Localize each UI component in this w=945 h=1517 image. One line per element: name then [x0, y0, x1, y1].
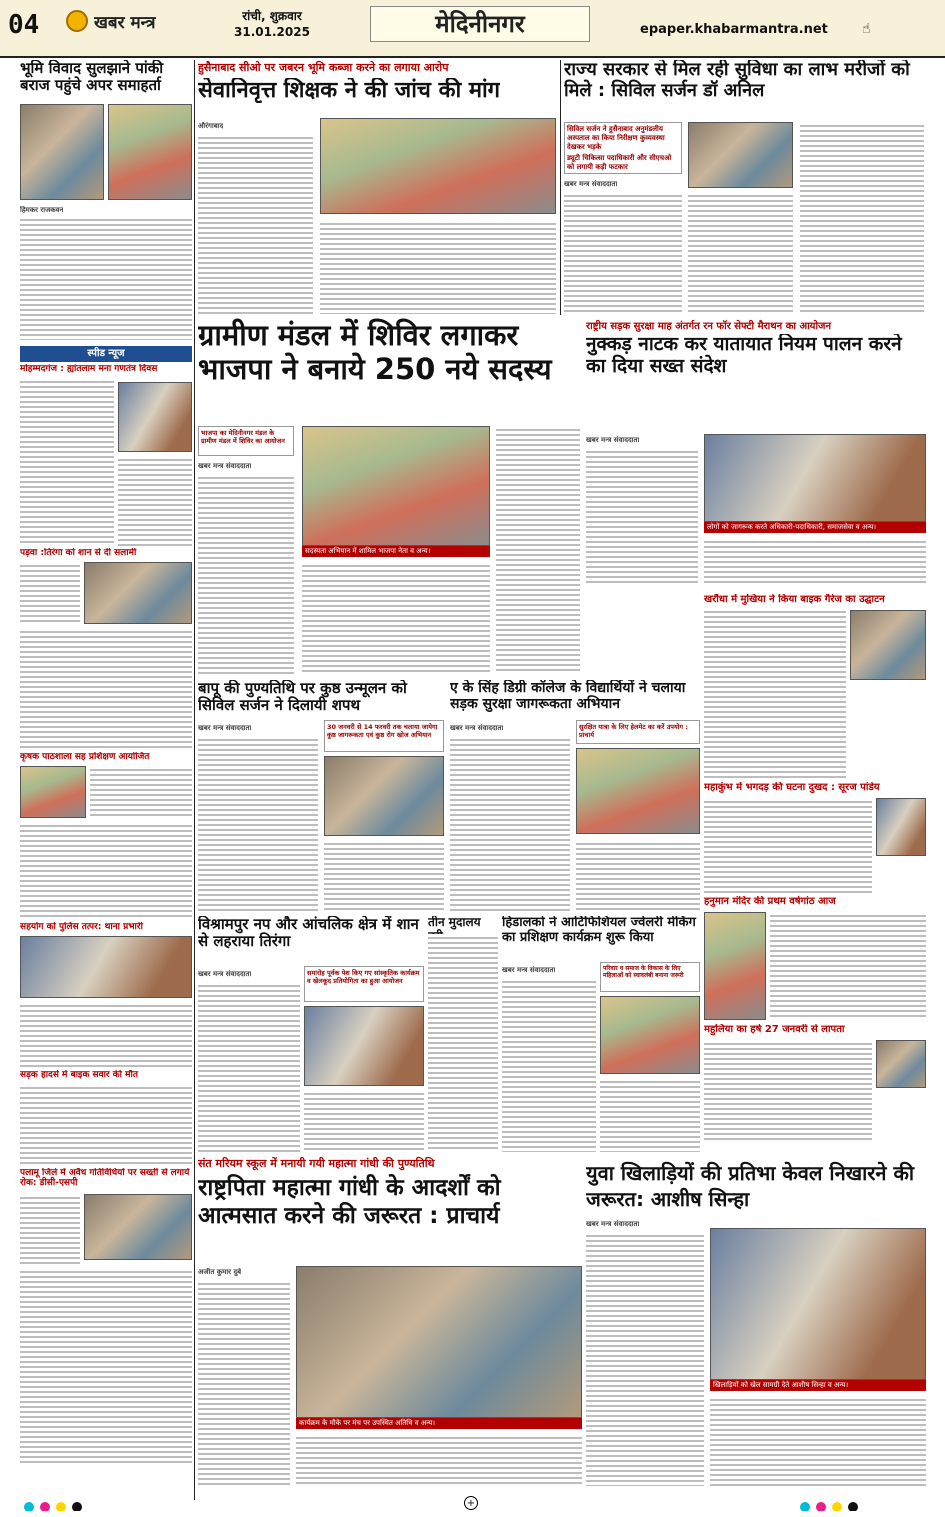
article-photo	[704, 434, 926, 522]
city-day: रांची, शुक्रवार	[242, 9, 302, 23]
article-leprosy	[198, 680, 444, 912]
section-title: मेदिनीनगर	[370, 6, 590, 42]
article-photo	[576, 748, 700, 834]
article-teacher	[198, 60, 558, 315]
byline: हिमकर राजकवन	[20, 206, 64, 214]
highlight-box	[564, 122, 682, 174]
brief-missing	[704, 1024, 926, 1142]
article-body	[20, 628, 192, 748]
article-body	[770, 912, 926, 1020]
article-photo	[302, 426, 490, 546]
headline: हनुमान मंदिर की प्रथम वर्षगांठ आज	[704, 896, 836, 907]
article-body	[198, 736, 318, 912]
article-body	[576, 840, 700, 912]
highlight-quote: सिविल सर्जन ने हुसैनाबाद अनुमंडलीय अस्पताल का किया निरीक्षण कुव्यवस्था देखकर भड़के	[567, 125, 665, 151]
article-body	[564, 192, 682, 314]
photo-caption: खिलाड़ियों को खेल सामग्री देते आशीष सिन्हा व अन्य।	[710, 1380, 926, 1391]
brand-logo-icon	[66, 10, 88, 32]
article-photo	[20, 104, 104, 200]
registration-mark-icon: +	[464, 1496, 478, 1510]
article-body	[704, 538, 926, 586]
headline: युवा खिलाड़ियों की प्रतिभा केवल निखारने की जरूरत: आशीष सिन्हा	[586, 1161, 915, 1211]
dateline	[232, 8, 312, 40]
article-photo	[84, 562, 192, 624]
byline: औरंगाबाद	[198, 122, 224, 130]
column-divider	[560, 60, 561, 315]
highlight-quote: सुरक्षित यात्रा के लिए हेलमेट का करें उपयोग : प्राचार्य	[579, 723, 688, 739]
photo-caption: लोगों को जागरूक करते अधिकारी-पदाधिकारी, समाजसेवा व अन्य।	[704, 522, 926, 533]
cyan-dot-icon	[800, 1502, 810, 1511]
magenta-dot-icon	[40, 1502, 50, 1511]
highlight-box	[304, 966, 424, 1002]
article-body	[20, 1002, 192, 1068]
brief-temple	[704, 896, 926, 1022]
article-vishrampur	[198, 916, 424, 1152]
headline: कृषक पाठशाला सह प्रशिक्षण आयोजित	[20, 752, 150, 762]
article-body	[198, 134, 313, 314]
byline: खबर मन्त्र संवाददाता	[564, 180, 618, 188]
article-photo	[688, 122, 793, 188]
headline: विश्रामपुर नप और आंचलिक क्षेत्र में शान से लहराया तिरंगा	[198, 916, 419, 951]
headline: भूमि विवाद सुलझाने पांकी बराज पहुंचे अपर समाहर्ता	[20, 60, 164, 95]
article-photo	[108, 104, 192, 200]
headline: पड़वा :तिरंगा को शान से दी सलामी	[20, 548, 137, 558]
article-body	[20, 1084, 192, 1166]
headline: महुलिया का हर्ष 27 जनवरी से लापता	[704, 1024, 845, 1035]
black-dot-icon	[72, 1502, 82, 1511]
article-body	[20, 1268, 192, 1464]
kicker: संत मरियम स्कूल में मनायी गयी महात्मा गांधी की पुण्यतिथि	[198, 1157, 435, 1170]
photo-caption: सदस्यता अभियान में शामिल भाजपा नेता व अन्य।	[302, 546, 490, 557]
article-body	[586, 1232, 704, 1486]
kicker: हुसैनाबाद सीओ पर जबरन भूमि कब्जा करने का लगाया आरोप	[198, 61, 449, 74]
highlight-box	[324, 720, 444, 752]
issue-date: 31.01.2025	[234, 25, 310, 39]
brief-garage	[704, 594, 926, 780]
article-barrage	[20, 60, 192, 342]
black-dot-icon	[848, 1502, 858, 1511]
article-road-safety	[586, 318, 926, 586]
brief-padwa	[20, 548, 192, 748]
magenta-dot-icon	[816, 1502, 826, 1511]
article-bjp	[198, 318, 580, 676]
article-body	[428, 934, 498, 1152]
article-body	[704, 798, 872, 894]
highlight-box	[576, 720, 700, 744]
article-civil-surgeon	[564, 60, 924, 315]
article-body	[198, 982, 300, 1152]
article-photo	[296, 1266, 582, 1418]
brief-kumbh	[704, 782, 926, 894]
article-photo	[324, 756, 444, 836]
headline: सेवानिवृत्त शिक्षक ने की जांच की मांग	[198, 78, 501, 103]
article-body	[688, 192, 793, 314]
brief-mohammadganj	[20, 364, 192, 546]
byline: खबर मन्त्र संवाददाता	[198, 970, 252, 978]
headline: सड़क हादसे में बाइक सवार की मौत	[20, 1070, 138, 1080]
headline: ए के सिंह डिग्री कॉलेज के विद्यार्थियों ने चलाया सड़क सुरक्षा जागरूकता अभियान	[450, 680, 686, 713]
article-body	[20, 378, 114, 546]
cyan-dot-icon	[24, 1502, 34, 1511]
article-body	[20, 1194, 80, 1264]
article-photo	[876, 798, 926, 856]
article-body	[320, 220, 556, 314]
article-body	[800, 122, 924, 314]
highlight-quote: भाजपा का मेदिनीनगर मंडल के ग्रामीण मंडल में शिविर का आयोजन	[201, 429, 285, 445]
headline: ग्रामीण मंडल में शिविर लगाकर भाजपा ने बनाये 250 नये सदस्य	[198, 318, 552, 386]
article-body	[20, 822, 192, 920]
article-ashish	[586, 1160, 926, 1486]
headline: खरौंधा में मुखिया ने किया बाइक गैरेज का उद्घाटन	[704, 594, 885, 605]
article-body	[586, 448, 698, 586]
byline: खबर मन्त्र संवाददाता	[586, 1220, 640, 1228]
headline: पलामू जिले में अवैध गतिविधियों पर सख्ती से लगायें रोक: डीसी-एसपी	[20, 1168, 190, 1189]
highlight-quote: 30 जनवरी से 14 फरवरी तक चलाया जायेगा कुष्ठ जागरूकता एवं कुष्ठ रोग खोज अभियान	[327, 723, 438, 739]
speed-news-label: स्पीड न्यूज	[20, 346, 192, 362]
column-divider	[194, 60, 195, 1500]
byline: खबर मन्त्र संवाददाता	[198, 462, 252, 470]
page-number: 04	[8, 10, 40, 40]
article-body	[20, 216, 192, 340]
article-photo	[850, 610, 926, 680]
article-body	[600, 1078, 700, 1152]
brand-name: खबर मन्त्र	[94, 13, 156, 33]
byline: खबर मन्त्र संवाददाता	[198, 724, 252, 732]
article-body	[324, 840, 444, 912]
article-body	[296, 1434, 582, 1486]
article-body	[304, 1090, 424, 1152]
epaper-link[interactable]: epaper.khabarmantra.net	[640, 22, 828, 37]
article-photo	[876, 1040, 926, 1088]
headline: महाकुंभ में भगदड़ की घटना दुखद : सूरज पांडेय	[704, 782, 880, 793]
byline: खबर मन्त्र संवाददाता	[502, 966, 556, 974]
article-photo	[710, 1228, 926, 1380]
article-photo	[84, 1194, 192, 1260]
yellow-dot-icon	[56, 1502, 66, 1511]
article-body	[704, 608, 846, 780]
article-photo	[304, 1006, 424, 1086]
highlight-box	[198, 426, 294, 456]
article-hindalco	[502, 916, 700, 1152]
byline: अजीत कुमार दुबे	[198, 1268, 242, 1276]
highlight-quote: परिवार व समाज के विकास के लिए महिलाओं को स्वावलंबी बनाना जरूरी	[603, 965, 684, 979]
article-gandhi	[198, 1156, 582, 1486]
highlight-quote: ड्यूटी चिकित्सा पदाधिकारी और सीएचओ को लगायी कड़ी फटकार	[567, 154, 672, 171]
pointer-icon: ☝	[862, 22, 871, 36]
article-body	[496, 426, 580, 674]
brief-police	[20, 922, 192, 1068]
masthead	[0, 0, 945, 58]
headline: हिडालको ने आर्टिफिशियल ज्वेलरी मेकिंग का प्रशिक्षण कार्यक्रम शुरू किया	[502, 916, 696, 945]
headline: मोहम्मदगंज : ह्यांतलाम मना गणतंत्र दिवस	[20, 364, 158, 374]
article-body	[710, 1396, 926, 1486]
article-photo	[320, 118, 556, 214]
photo-caption: कार्यक्रम के मौके पर मंच पर उपस्थित अतिथि व अन्य।	[296, 1418, 582, 1429]
article-body	[90, 766, 192, 818]
brief-dc-sp	[20, 1168, 192, 1464]
article-body	[502, 978, 596, 1152]
article-body	[198, 474, 294, 674]
headline: सहयोग को पुलिस तत्पर: थाना प्रभारी	[20, 922, 143, 932]
article-body	[198, 1280, 290, 1486]
highlight-quote: समारोह पूर्वक पेश किए गए सांस्कृतिक कार्यक्रम व खेलकूद प्रतियोगिता का हुआ आयोजन	[307, 969, 420, 985]
headline: राष्ट्रपिता महात्मा गांधी के आदर्शों को आत्मसात करने की जरूरत : प्राचार्य	[198, 1175, 501, 1229]
article-college	[450, 680, 700, 912]
article-photo	[118, 382, 192, 452]
headline: बापू की पुण्यतिथि पर कुष्ठ उन्मूलन को सिविल सर्जन ने दिलायी शपथ	[198, 680, 407, 715]
article-body	[704, 1040, 872, 1142]
byline: खबर मन्त्र संवाददाता	[450, 724, 504, 732]
brief-accident	[20, 1070, 192, 1166]
color-registration-left	[24, 1497, 164, 1511]
brief-krishak	[20, 752, 192, 920]
headline: तीन मुदालय	[428, 916, 481, 929]
article-body	[20, 562, 80, 622]
yellow-dot-icon	[832, 1502, 842, 1511]
color-registration-right	[800, 1497, 940, 1511]
headline: नुक्कड़ नाटक कर यातायात नियम पालन करने का दिया सख्त संदेश	[586, 334, 902, 377]
article-photo	[20, 936, 192, 998]
article-body	[118, 456, 192, 546]
article-body	[450, 736, 570, 912]
headline: राज्य सरकार से मिल रही सुविधा का लाभ मरीजों को मिले : सिविल सर्जन डॉ अनिल	[564, 60, 910, 101]
article-photo	[704, 912, 766, 1020]
article-photo	[600, 996, 700, 1074]
kicker: राष्ट्रीय सड़क सुरक्षा माह अंतर्गत रन फॉर सेफ्टी मैराथन का आयोजन	[586, 321, 832, 332]
article-photo	[20, 766, 86, 818]
highlight-box	[600, 962, 700, 992]
article-body	[302, 562, 490, 674]
byline: खबर मन्त्र संवाददाता	[586, 436, 640, 444]
article-acquitted	[428, 916, 498, 1152]
